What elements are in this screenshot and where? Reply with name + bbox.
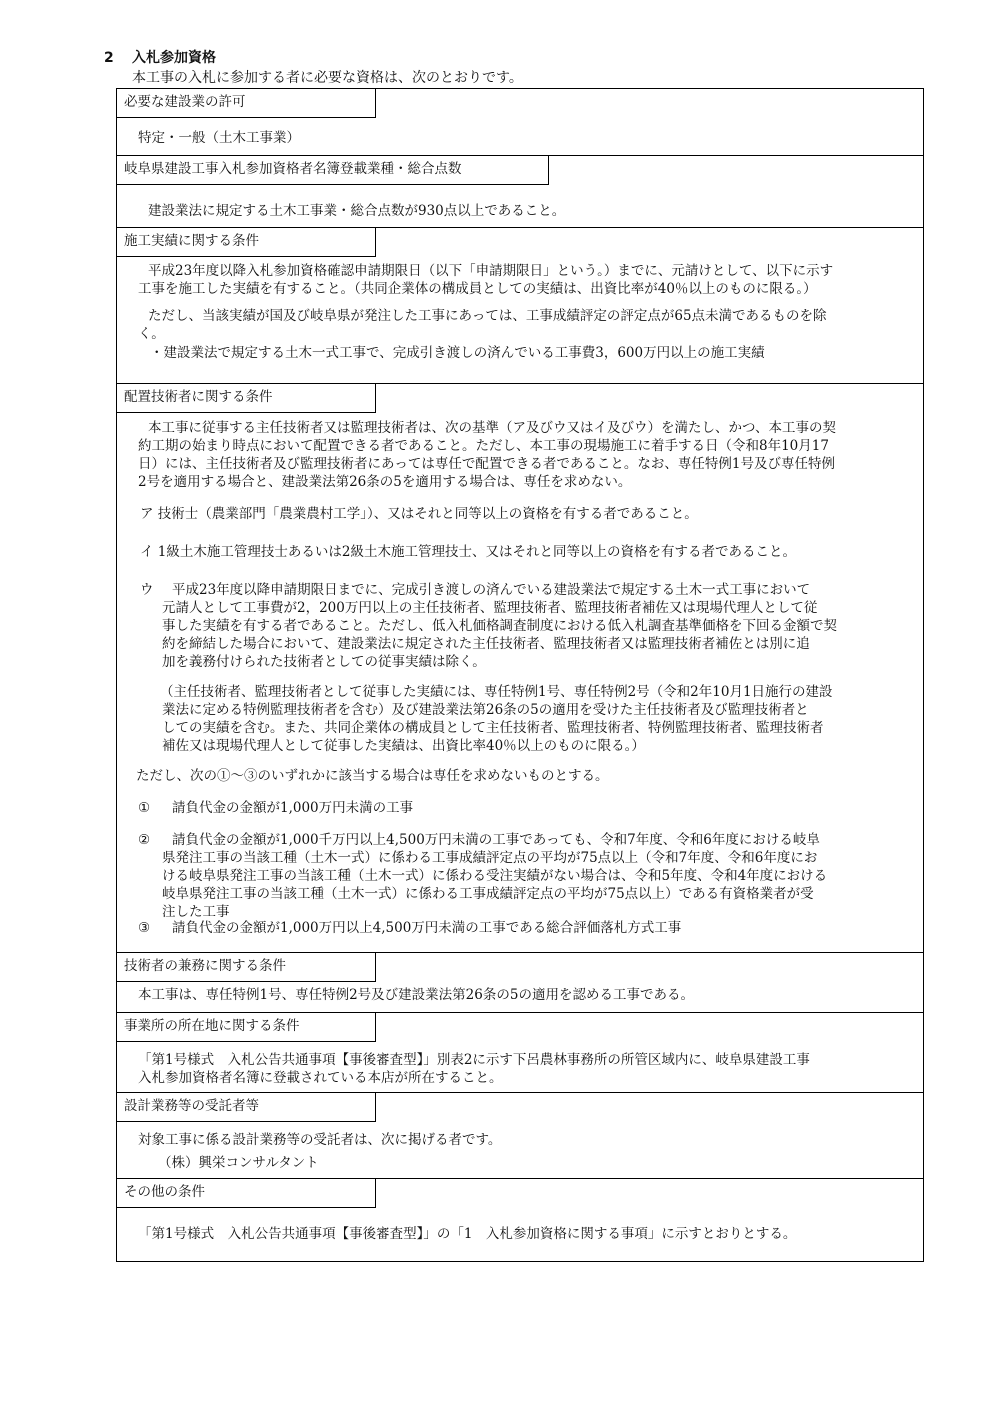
other-label: その他の条件: [116, 1178, 376, 1208]
engineer-text: 約工期の始まり時点において配置できる者であること。ただし、本工事の現場施工に着手する日（令和8年10月17: [138, 438, 829, 454]
engineer-item-u: 約を締結した場合において、建設業法に規定された主任技術者、監理技術者又は監理技術者補佐とは別に追: [162, 636, 810, 652]
engineer-note: 補佐又は現場代理人として従事した実績は、出資比率40％以上のものに限る。）: [162, 738, 645, 754]
engineer-text: 本工事に従事する主任技術者又は監理技術者は、次の基準（ア及びウ又はイ及びウ）を満たし、かつ、本工事の契: [148, 420, 836, 436]
section-title: 入札参加資格: [132, 50, 216, 66]
engineer-item-u: 事した実績を有する者であること。ただし、低入札価格調査制度における低入札調査基準価格を下回る金額で契: [162, 618, 837, 634]
office-text: 「第1号様式 入札公告共通事項【事後審査型】」別表2に示す下呂農林事務所の所管区域内に、岐阜県建設工事: [138, 1052, 810, 1068]
engineer-case-mark: ②: [138, 832, 151, 848]
engineer-note: 業法に定める特例監理技術者を含む）及び建設業法第26条の5の適用を受けた主任技術者及び監理技術者と: [162, 702, 809, 718]
engineer-case-2: 請負代金の金額が1,000千万円以上4,500万円未満の工事であっても、令和7年度、令和6年度における岐阜: [172, 832, 820, 848]
engineer-case-2: 注した工事: [162, 904, 230, 920]
engineer-item-u: 平成23年度以降申請期限日までに、完成引き渡しの済んでいる建設業法で規定する土木一式工事において: [172, 582, 811, 598]
license-label: 必要な建設業の許可: [116, 88, 376, 118]
design-label: 設計業務等の受託者等: [116, 1092, 376, 1122]
construction-record-label: 施工実績に関する条件: [116, 227, 376, 257]
engineer-note: しての実績を含む。また、共同企業体の構成員として主任技術者、監理技術者、特例監理技術者、監理技術者: [162, 720, 824, 736]
registry-label: 岐阜県建設工事入札参加資格者名簿登載業種・総合点数: [116, 155, 549, 185]
engineer-case-mark: ①: [138, 800, 151, 816]
engineer-text: 2号を適用する場合と、建設業法第26条の5を適用する場合は、専任を求めない。: [138, 474, 632, 490]
engineer-label: 配置技術者に関する条件: [116, 383, 376, 413]
engineer-item-i: イ 1級土木施工管理技士あるいは2級土木施工管理技士、又はそれと同等以上の資格を有する者であること。: [140, 544, 796, 560]
office-label: 事業所の所在地に関する条件: [116, 1012, 376, 1042]
construction-record-text: く。: [138, 326, 165, 342]
design-consultant: （株）興栄コンサルタント: [158, 1155, 319, 1171]
engineer-exception: ただし、次の①～③のいずれかに該当する場合は専任を求めないものとする。: [136, 768, 609, 784]
concurrent-value: 本工事は、専任特例1号、専任特例2号及び建設業法第26条の5の適用を認める工事である。: [138, 987, 694, 1003]
engineer-case-3: 請負代金の金額が1,000万円以上4,500万円未満の工事である総合評価落札方式工事: [172, 920, 682, 936]
engineer-item-u: 加を義務付けられた技術者としての従事実績は除く。: [162, 654, 486, 670]
construction-record-text: ただし、当該実績が国及び岐阜県が発注した工事にあっては、工事成績評定の評定点が65点未満であるものを除: [148, 308, 827, 324]
construction-record-text: 平成23年度以降入札参加資格確認申請期限日（以下「申請期限日」という。）までに、元請けとして、以下に示す: [148, 263, 834, 279]
engineer-case-2: 県発注工事の当該工種（土木一式）に係わる工事成績評定点の平均が75点以上（令和7年度、令和6年度にお: [162, 850, 818, 866]
engineer-item-a: ア 技術士（農業部門「農業農村工学」）、又はそれと同等以上の資格を有する者であること。: [140, 506, 698, 522]
engineer-case-2: 岐阜県発注工事の当該工種（土木一式）に係わる工事成績評定点の平均が75点以上）である有資格業者が受: [162, 886, 814, 902]
engineer-case-mark: ③: [138, 920, 151, 936]
design-text: 対象工事に係る設計業務等の受託者は、次に掲げる者です。: [138, 1132, 502, 1148]
construction-record-item: ・建設業法で規定する土木一式工事で、完成引き渡しの済んでいる工事費3，600万円以上の施工実績: [150, 345, 765, 361]
other-value: 「第1号様式 入札公告共通事項【事後審査型】」の「1 入札参加資格に関する事項」に示すとおりとする。: [138, 1226, 797, 1242]
concurrent-label: 技術者の兼務に関する条件: [116, 952, 376, 982]
section-intro: 本工事の入札に参加する者に必要な資格は、次のとおりです。: [132, 70, 523, 86]
registry-value: 建設業法に規定する土木工事業・総合点数が930点以上であること。: [148, 203, 566, 219]
office-text: 入札参加資格者名簿に登載されている本店が所在すること。: [138, 1070, 503, 1086]
engineer-text: 日）には、主任技術者及び監理技術者にあっては専任で配置できる者であること。なお、専任特例1号及び専任特例: [138, 456, 835, 472]
section-heading: [104, 50, 216, 67]
engineer-case-2: ける岐阜県発注工事の当該工種（土木一式）に係わる受注実績がない場合は、令和5年度、令和4年度における: [162, 868, 828, 884]
engineer-item-u-mark: ウ: [140, 582, 154, 598]
section-number: 2: [104, 50, 114, 66]
engineer-note: （主任技術者、監理技術者として従事した実績には、専任特例1号、専任特例2号（令和2年10月1日施行の建設: [160, 684, 833, 700]
license-value: 特定・一般（土木工事業）: [138, 130, 300, 146]
engineer-case-1: 請負代金の金額が1,000万円未満の工事: [172, 800, 414, 816]
construction-record-text: 工事を施工した実績を有すること。（共同企業体の構成員としての実績は、出資比率が40％以上のものに限る。）: [138, 281, 817, 297]
engineer-item-u: 元請人として工事費が2，200万円以上の主任技術者、監理技術者、監理技術者補佐又は現場代理人として従: [162, 600, 818, 616]
